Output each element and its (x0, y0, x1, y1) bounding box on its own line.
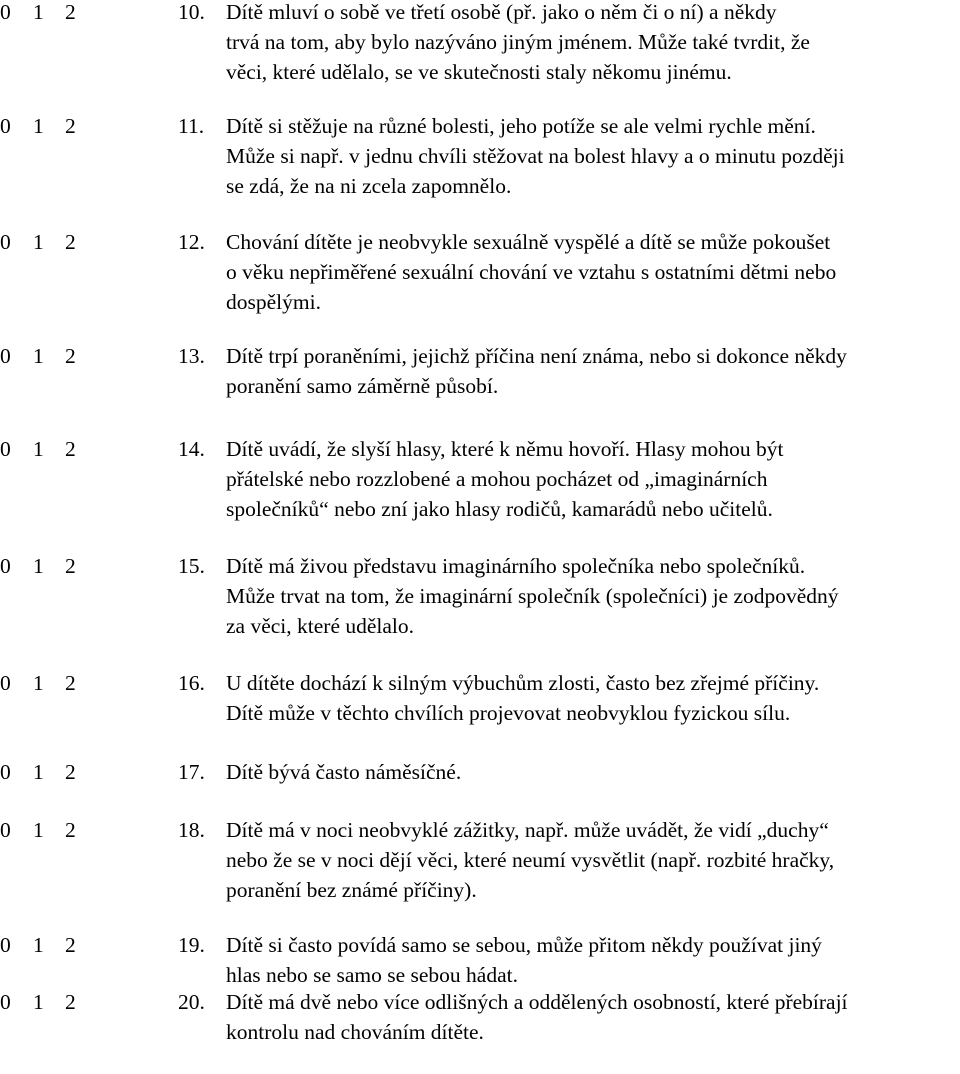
item-number: 19. (178, 933, 205, 957)
item-text-line: Dítě trpí poraněními, jejichž příčina není známa, nebo si dokonce někdy (226, 344, 847, 368)
rating-option-2: 2 (65, 344, 76, 368)
rating-option-1: 1 (33, 554, 44, 578)
item-text-line: Dítě si často povídá samo se sebou, může přitom někdy používat jiný (226, 933, 822, 957)
rating-option-2: 2 (65, 990, 76, 1014)
item-text (226, 227, 960, 317)
rating-option-0: 0 (0, 990, 11, 1014)
item-number: 18. (178, 818, 205, 842)
rating-option-1: 1 (33, 990, 44, 1014)
rating-scale (0, 227, 150, 257)
rating-option-2: 2 (65, 933, 76, 957)
item-text (226, 111, 960, 201)
item-text-line: o věku nepřiměřené sexuální chování ve vztahu s ostatními dětmi nebo (226, 260, 837, 284)
rating-scale (0, 987, 150, 1017)
rating-scale (0, 0, 150, 27)
rating-scale (0, 341, 150, 371)
rating-option-0: 0 (0, 933, 11, 957)
item-text-line: Dítě si stěžuje na různé bolesti, jeho potíže se ale velmi rychle mění. (226, 114, 816, 138)
item-text (226, 757, 960, 787)
item-text (226, 815, 960, 905)
item-text-line: Může si např. v jednu chvíli stěžovat na bolest hlavy a o minutu později (226, 144, 845, 168)
rating-scale (0, 434, 150, 464)
rating-option-2: 2 (65, 760, 76, 784)
item-text-line: Dítě má živou představu imaginárního společníka nebo společníků. (226, 554, 806, 578)
item-text-line: Dítě uvádí, že slyší hlasy, které k němu hovoří. Hlasy mohou být (226, 437, 784, 461)
item-text (226, 551, 960, 641)
item-number: 17. (178, 760, 205, 784)
item-number: 10. (178, 0, 205, 24)
rating-scale (0, 815, 150, 845)
rating-option-1: 1 (33, 671, 44, 695)
item-number: 20. (178, 990, 205, 1014)
rating-option-1: 1 (33, 933, 44, 957)
item-number: 13. (178, 344, 205, 368)
item-number: 16. (178, 671, 205, 695)
item-text-line: U dítěte dochází k silným výbuchům zlosti, často bez zřejmé příčiny. (226, 671, 820, 695)
item-text-line: věci, které udělalo, se ve skutečnosti staly někomu jinému. (226, 60, 732, 84)
item-text-line: za věci, které udělalo. (226, 614, 415, 638)
item-number: 11. (178, 114, 205, 138)
rating-option-1: 1 (33, 0, 44, 24)
rating-option-0: 0 (0, 554, 11, 578)
rating-option-2: 2 (65, 114, 76, 138)
rating-scale (0, 930, 150, 960)
item-text-line: Dítě má v noci neobvyklé zážitky, např. může uvádět, že vidí „duchy“ (226, 818, 829, 842)
item-text-line: Dítě může v těchto chvílích projevovat neobvyklou fyzickou sílu. (226, 701, 791, 725)
rating-option-0: 0 (0, 818, 11, 842)
rating-option-2: 2 (65, 0, 76, 24)
item-text-line: poranění bez známé příčiny). (226, 878, 477, 902)
item-text (226, 341, 960, 401)
rating-option-1: 1 (33, 818, 44, 842)
item-text-line: se zdá, že na ni zcela zapomnělo. (226, 174, 512, 198)
rating-option-0: 0 (0, 344, 11, 368)
rating-scale (0, 668, 150, 698)
rating-scale (0, 757, 150, 787)
item-text-line: poranění samo záměrně působí. (226, 374, 499, 398)
rating-option-2: 2 (65, 230, 76, 254)
item-text-line: nebo že se v noci dějí věci, které neumí vysvětlit (např. rozbité hračky, (226, 848, 835, 872)
rating-scale (0, 111, 150, 141)
item-text-line: Chování dítěte je neobvykle sexuálně vyspělé a dítě se může pokoušet (226, 230, 831, 254)
item-text (226, 930, 960, 990)
item-text-line: společníků“ nebo zní jako hlasy rodičů, kamarádů nebo učitelů. (226, 497, 773, 521)
item-text-line: přátelské nebo rozzlobené a mohou pocházet od „imaginárních (226, 467, 768, 491)
item-number: 15. (178, 554, 205, 578)
item-text-line: Dítě mluví o sobě ve třetí osobě (př. jako o něm či o ní) a někdy (226, 0, 777, 24)
rating-option-0: 0 (0, 114, 11, 138)
item-number: 14. (178, 437, 205, 461)
item-text-line: kontrolu nad chováním dítěte. (226, 1020, 484, 1044)
rating-option-1: 1 (33, 114, 44, 138)
item-text-line: Dítě má dvě nebo více odlišných a oddělených osobností, které přebírají (226, 990, 848, 1014)
rating-scale (0, 551, 150, 581)
rating-option-0: 0 (0, 230, 11, 254)
rating-option-0: 0 (0, 760, 11, 784)
item-text-line: trvá na tom, aby bylo nazýváno jiným jménem. Může také tvrdit, že (226, 30, 810, 54)
rating-option-0: 0 (0, 671, 11, 695)
rating-option-2: 2 (65, 437, 76, 461)
item-text (226, 987, 960, 1047)
rating-option-2: 2 (65, 671, 76, 695)
rating-option-1: 1 (33, 230, 44, 254)
item-text-line: Může trvat na tom, že imaginární společník (společníci) je zodpovědný (226, 584, 839, 608)
item-text (226, 0, 960, 87)
item-text (226, 668, 960, 728)
item-text-line: hlas nebo se samo se sebou hádat. (226, 963, 518, 987)
rating-option-1: 1 (33, 760, 44, 784)
rating-option-0: 0 (0, 0, 11, 24)
rating-option-1: 1 (33, 344, 44, 368)
rating-option-2: 2 (65, 818, 76, 842)
rating-option-0: 0 (0, 437, 11, 461)
rating-option-2: 2 (65, 554, 76, 578)
rating-option-1: 1 (33, 437, 44, 461)
item-text-line: dospělými. (226, 290, 321, 314)
item-text-line: Dítě bývá často náměsíčné. (226, 760, 462, 784)
item-number: 12. (178, 230, 205, 254)
item-text (226, 434, 960, 524)
